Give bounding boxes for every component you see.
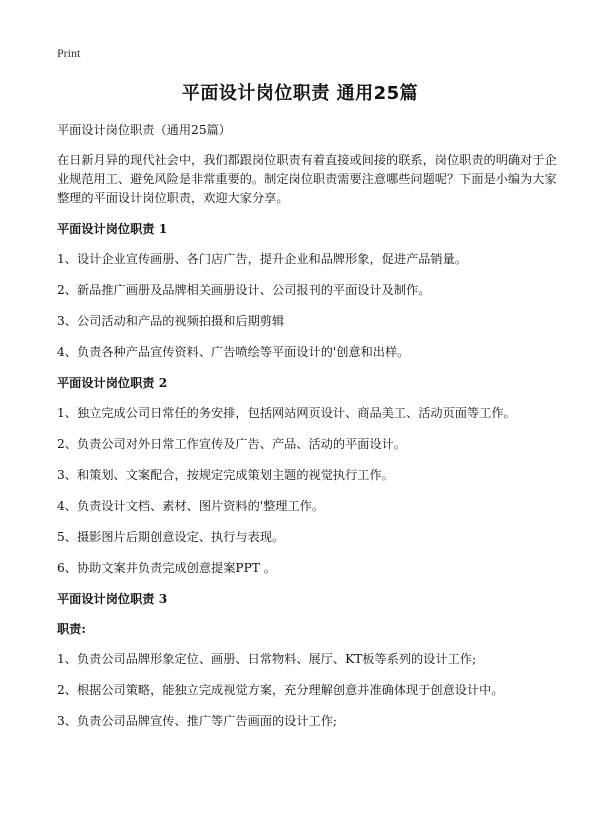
list-item: 4、负责各种产品宣传资料、广告喷绘等平面设计的'创意和出样。: [57, 345, 410, 359]
print-link[interactable]: Print: [57, 46, 81, 60]
list-item: 1、设计企业宣传画册、各门店广告，提升企业和品牌形象，促进产品销量。: [57, 252, 467, 266]
document-title: 平面设计岗位职责 通用25篇: [181, 83, 419, 104]
section-heading-1: 平面设计岗位职责 1: [57, 222, 168, 236]
list-item: 2、新品推广画册及品牌相关画册设计、公司报刊的平面设计及制作。: [57, 283, 431, 297]
list-item: 5、摄影图片后期创意设定、执行与表现。: [57, 530, 285, 544]
document-body: [57, 121, 557, 743]
list-item: 6、协助文案并负责完成创意提案PPT 。: [57, 561, 276, 575]
list-item: 2、根据公司策略，能独立完成视觉方案，充分理解创意并准确体现于创意设计中。: [57, 683, 504, 697]
list-item: 3、负责公司品牌宣传、推广等广告画面的设计工作;: [57, 714, 337, 728]
list-item: 3、和策划、文案配合，按规定完成策划主题的视觉执行工作。: [57, 468, 394, 482]
duties-label: 职责:: [57, 622, 86, 636]
document-subtitle: 平面设计岗位职责（通用25篇）: [57, 123, 231, 137]
section-heading-3: 平面设计岗位职责 3: [57, 592, 168, 606]
list-item: 4、负责设计文档、素材、图片资料的'整理工作。: [57, 499, 325, 513]
section-heading-2: 平面设计岗位职责 2: [57, 376, 168, 390]
list-item: 1、负责公司品牌形象定位、画册、日常物料、展厅、KT板等系列的设计工作;: [57, 652, 477, 666]
intro-paragraph: 在日新月异的现代社会中，我们都跟岗位职责有着直接或间接的联系，岗位职责的明确对于企业规范用工、避免风险是非常重要的。制定岗位职责需要注意哪些问题呢？下面是小编为大家整理的平面设计岗位职责，欢迎大家分享。: [57, 153, 557, 205]
list-item: 3、公司活动和产品的视频拍摄和后期剪辑: [57, 314, 285, 328]
list-item: 1、独立完成公司日常任的务安排，包括网站网页设计、商品美工、活动页面等工作。: [57, 406, 516, 420]
list-item: 2、负责公司对外日常工作宣传及广告、产品、活动的平面设计。: [57, 437, 407, 451]
